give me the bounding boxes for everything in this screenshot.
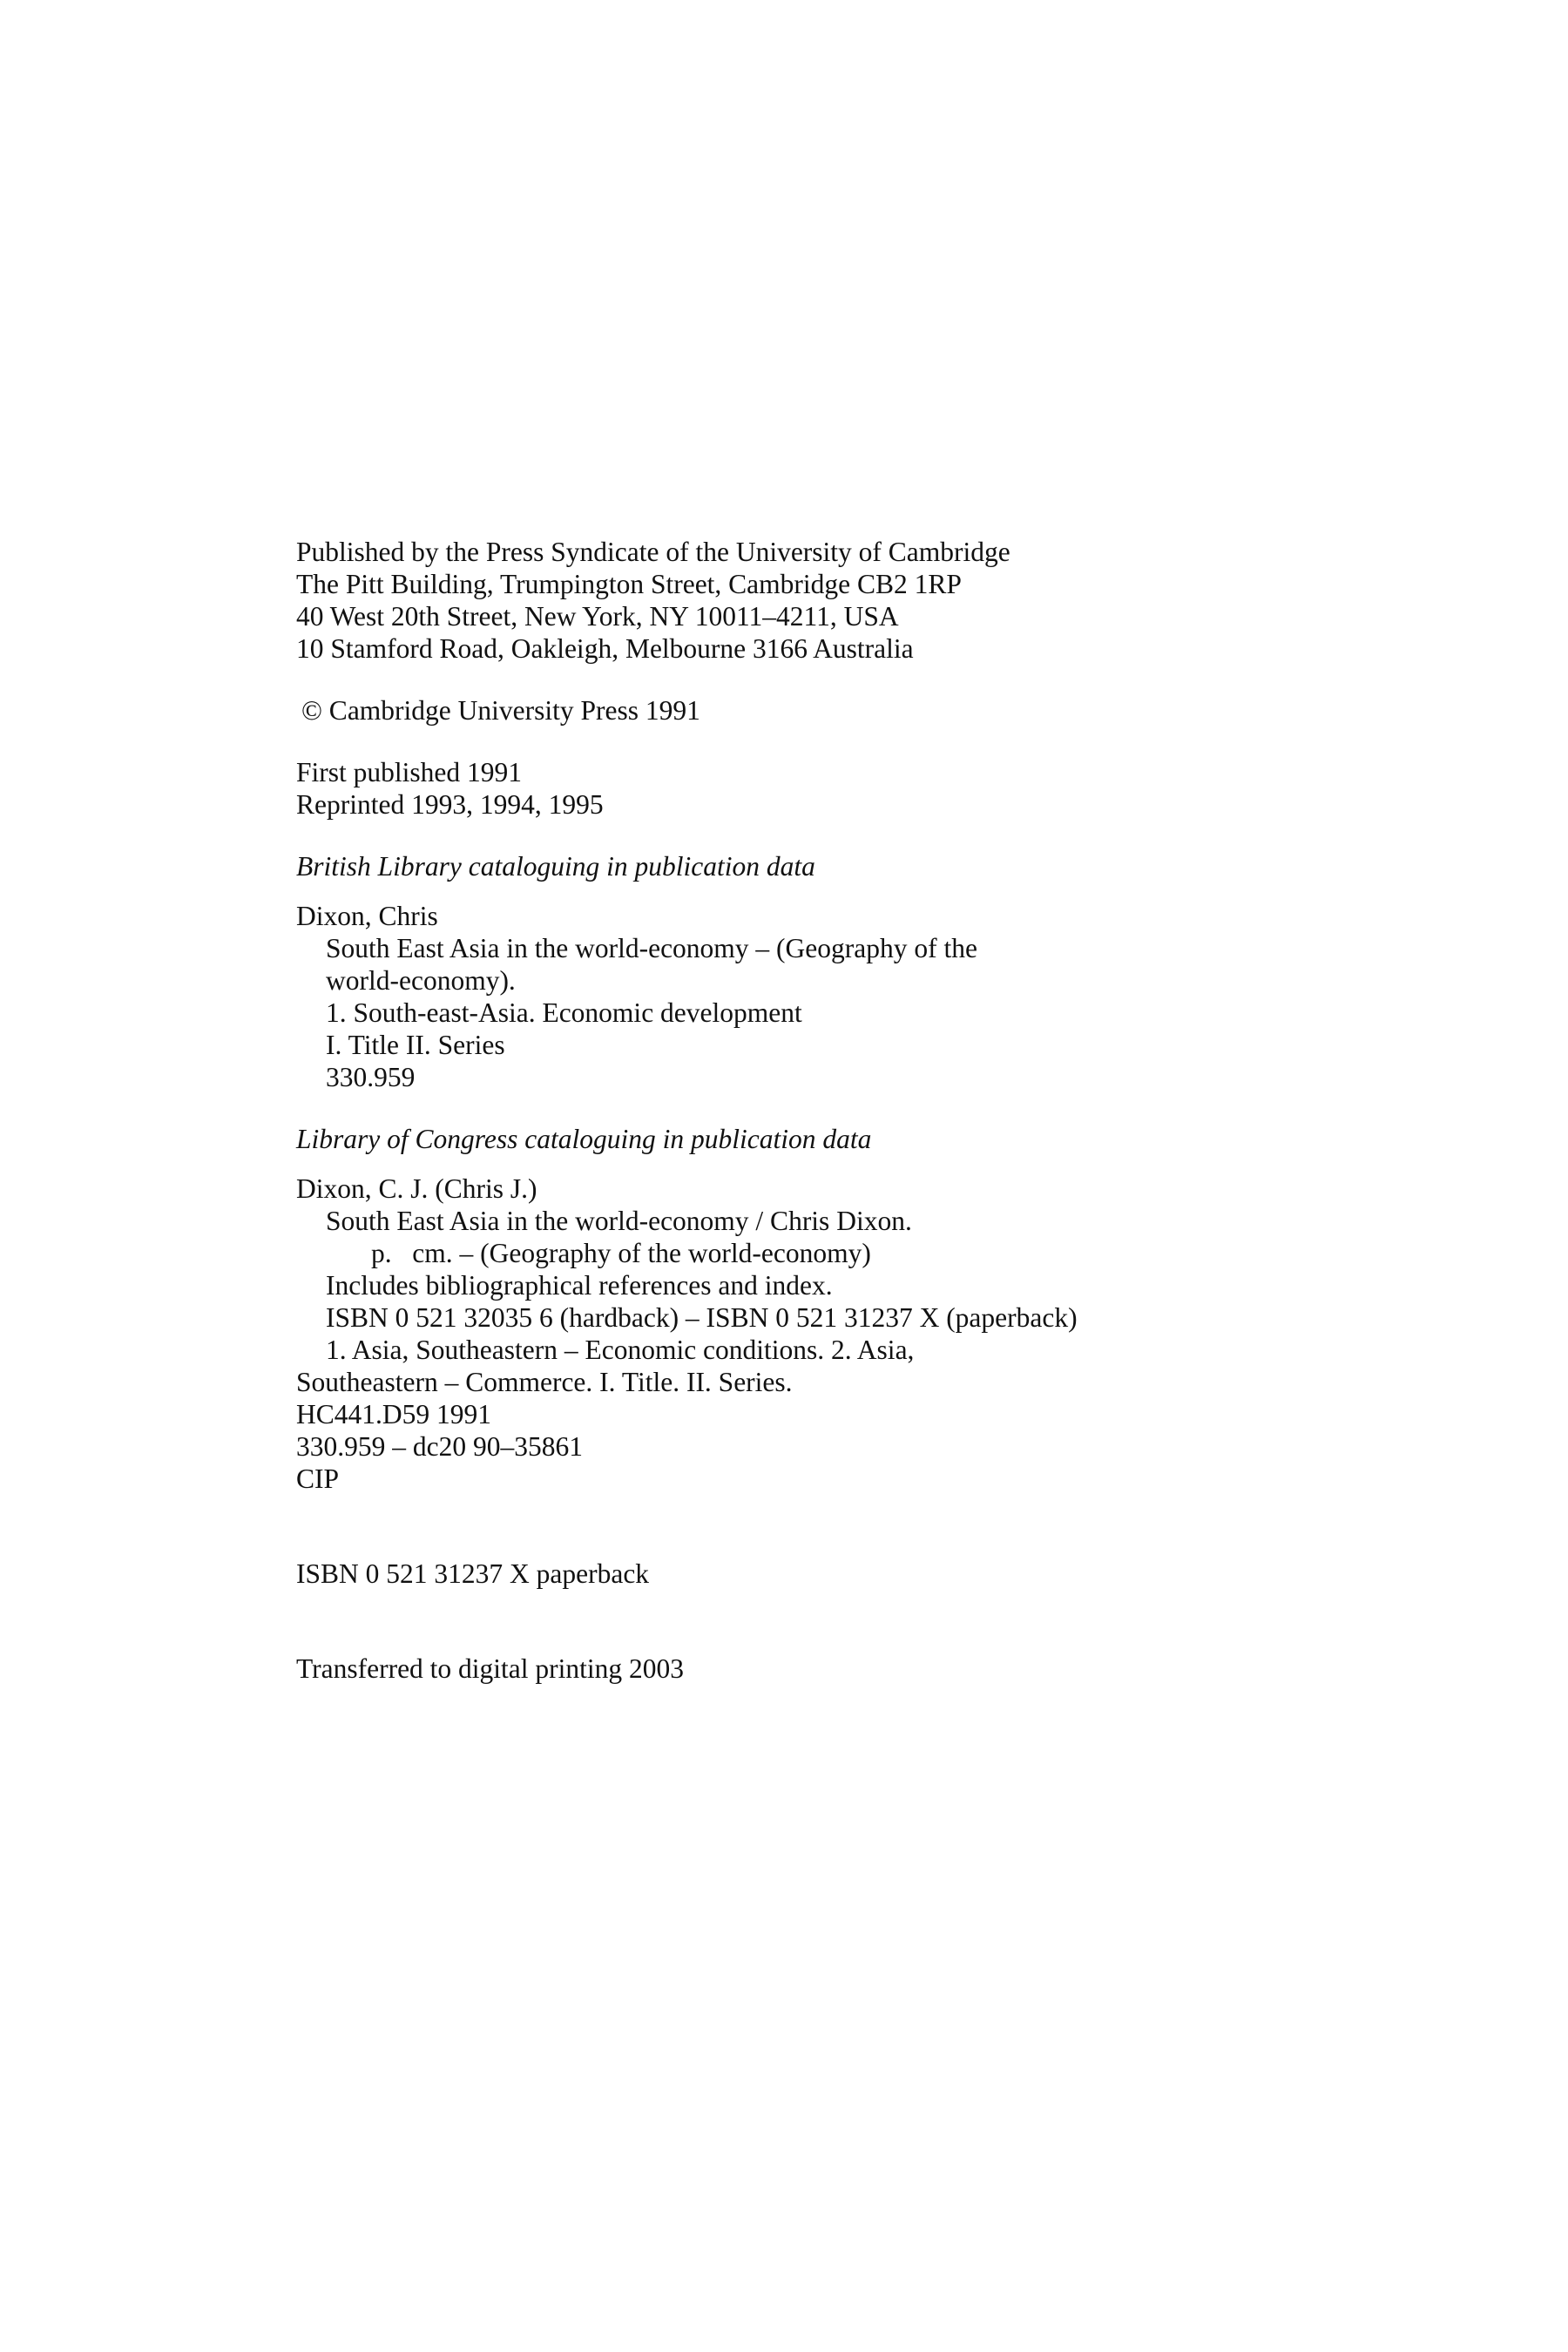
loc-classification: 330.959 – dc20 90–35861 xyxy=(296,1431,583,1462)
copyright-page xyxy=(296,536,1272,1685)
isbn-paperback: ISBN 0 521 31237 X paperback xyxy=(296,1558,650,1589)
digital-printing-note: Transferred to digital printing 2003 xyxy=(296,1653,685,1684)
loc-heading: Library of Congress cataloguing in publication data xyxy=(296,1124,872,1154)
bl-entry: world-economy). xyxy=(326,965,516,996)
bl-entry: 330.959 xyxy=(326,1062,416,1092)
loc-subjects: 1. Asia, Southeastern – Economic conditions. 2. Asia, xyxy=(326,1335,915,1365)
publisher-address-us: 40 West 20th Street, New York, NY 10011–4211, USA xyxy=(296,601,899,632)
first-published: First published 1991 xyxy=(296,757,523,787)
publisher-address-uk: The Pitt Building, Trumpington Street, Cambridge CB2 1RP xyxy=(296,569,962,599)
british-library-heading: British Library cataloguing in publication data xyxy=(296,851,815,882)
loc-subjects-cont: Southeastern – Commerce. I. Title. II. Series. xyxy=(296,1367,793,1397)
british-library-cip xyxy=(296,850,1272,1093)
bl-entry: 1. South-east-Asia. Economic development xyxy=(326,997,802,1028)
loc-title: South East Asia in the world-economy / Chris Dixon. xyxy=(326,1206,912,1236)
loc-notes: Includes bibliographical references and index. xyxy=(326,1270,833,1301)
publisher-line: Published by the Press Syndicate of the University of Cambridge xyxy=(296,537,1010,567)
loc-pagination: p. cm. – (Geography of the world-economy) xyxy=(371,1238,871,1268)
bl-entry: South East Asia in the world-economy – (Geography of the xyxy=(326,933,977,963)
bl-entry: I. Title II. Series xyxy=(326,1030,505,1060)
copyright-notice: © Cambridge University Press 1991 xyxy=(301,695,700,726)
loc-call-number: HC441.D59 1991 xyxy=(296,1399,492,1429)
loc-isbn: ISBN 0 521 32035 6 (hardback) – ISBN 0 521 31237 X (paperback) xyxy=(326,1302,1078,1333)
publisher-block xyxy=(296,536,1272,665)
loc-cip: CIP xyxy=(296,1463,340,1494)
publisher-address-au: 10 Stamford Road, Oakleigh, Melbourne 3166 Australia xyxy=(296,633,914,664)
library-of-congress-cip xyxy=(296,1123,1272,1495)
reprinted: Reprinted 1993, 1994, 1995 xyxy=(296,789,604,820)
loc-author: Dixon, C. J. (Chris J.) xyxy=(296,1173,537,1204)
publication-history xyxy=(296,756,1272,821)
bl-author: Dixon, Chris xyxy=(296,901,438,931)
